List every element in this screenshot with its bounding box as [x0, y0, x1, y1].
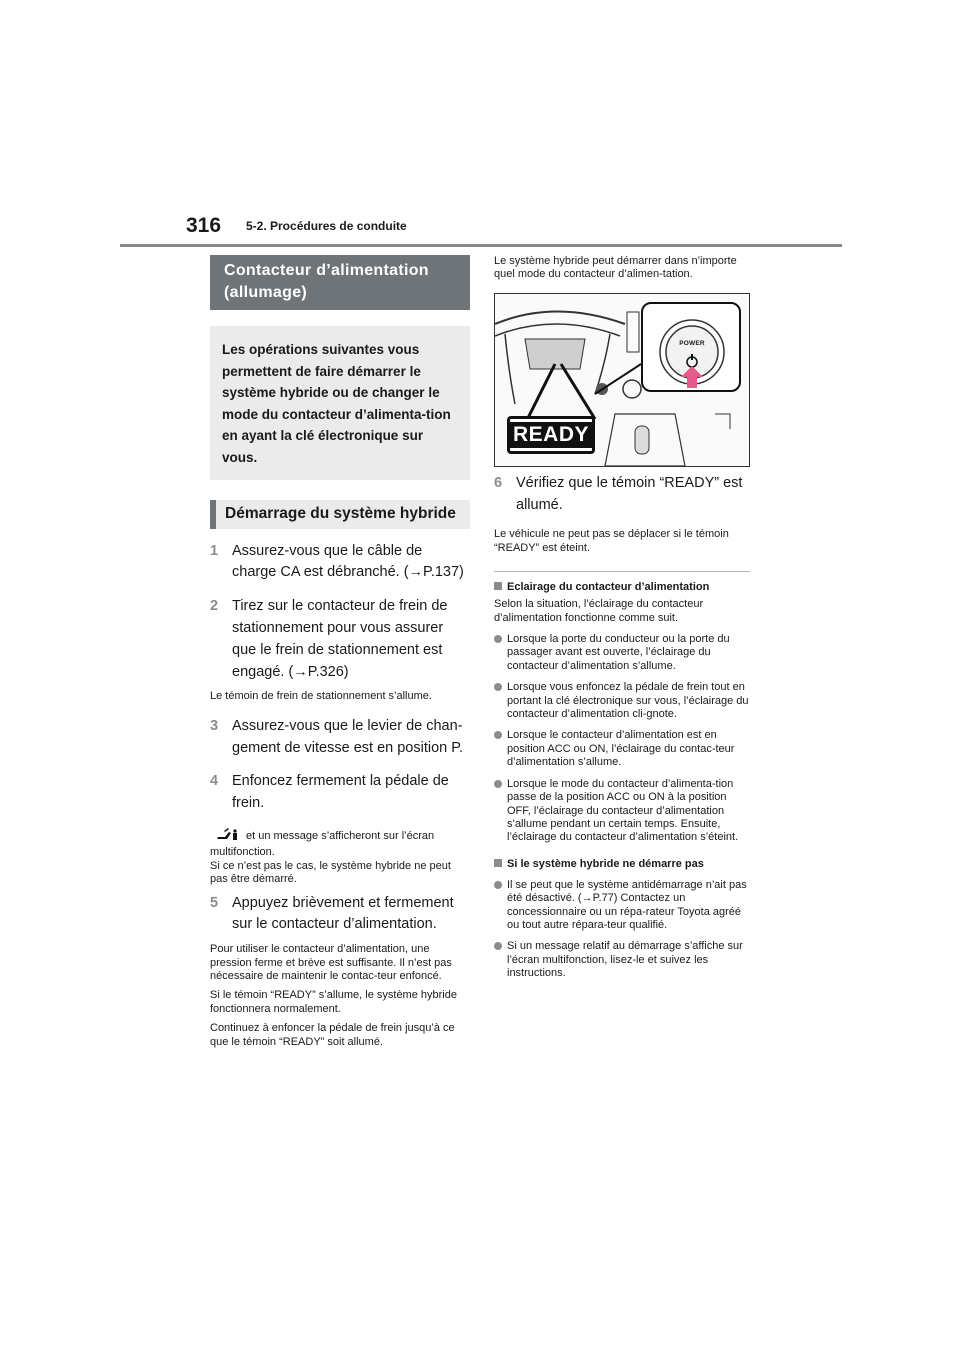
step-4 [210, 771, 470, 815]
step-number: 6 [494, 474, 503, 491]
subheading-hybrid-start: Démarrage du système hybride [210, 500, 470, 529]
dashboard-illustration [494, 293, 750, 467]
step-3 [210, 716, 470, 760]
list-item: Lorsque le mode du contacteur d’alimenta-tion passe de la position ACC ou ON à la position OFF, l’éclairage du contacteur d’alimentation s’allume pendant un certain temps. Ensuite, l’éclairage du contacteur d’alimentation s’éteint. [494, 778, 750, 845]
section-title: 5-2. Procédures de conduite [246, 219, 407, 233]
step-text: Assurez-vous que le câble de charge CA est débranché. (→P.137) [232, 542, 464, 581]
step-5 [210, 893, 470, 937]
step-text: Assurez-vous que le levier de chan-gement de vitesse est en position P. [232, 717, 464, 756]
bullet-dot-icon [494, 635, 502, 643]
step-6 [494, 473, 750, 517]
step-1 [210, 541, 470, 585]
note-brake-indicator: et un message s’afficheront sur l’écran multifonction. Si ce n’est pas le cas, le système hybride ne peut pas être démarré. [210, 827, 470, 887]
step-text: Tirez sur le contacteur de frein de stationnement pour vous assurer que le frein de stationnement est engagé. (→P.326) [232, 598, 448, 680]
intro-box: Les opérations suivantes vous permettent de faire démarrer le système hybride ou de changer le mode du contacteur d’alimenta-tion en ayant la clé électronique sur vous. [210, 326, 470, 480]
bullet-dot-icon [494, 780, 502, 788]
square-bullet-icon [494, 582, 502, 590]
page-number: 316 [186, 214, 222, 237]
power-switch-label: POWER [679, 339, 705, 347]
step-number: 1 [210, 542, 219, 559]
lighting-intro: Selon la situation, l’éclairage du contacteur d’alimentation fonctionne comme suit. [494, 598, 704, 624]
list-item: Lorsque le contacteur d’alimentation est en position ACC ou ON, l’éclairage du contac-teur d’alimentation s’allume. [494, 729, 750, 769]
notes-power-switch: Pour utiliser le contacteur d’alimentation, une pression ferme et brève est suffisante. Il n’est pas nécessaire de maintenir le contac-teur enfoncé. Si le témoin “READY” s’allume, le système hybride fonctionnera normalement. Continuez à enfoncer la pédale de frein jusqu’à ce que le témoin “READY” soit allumé. [210, 943, 457, 1048]
step-number: 2 [210, 598, 219, 615]
square-bullet-icon [494, 859, 502, 867]
subheading-lighting: Eclairage du contacteur d’alimentation [494, 580, 750, 594]
list-item: Lorsque vous enfoncez la pédale de frein tout en portant la clé électronique sur vous, l’éclairage du contacteur d’alimentation cli-gnote. [494, 681, 750, 721]
brake-pedal-icon [214, 827, 240, 846]
list-item: Il se peut que le système antidémarrage n’ait pas été désactivé. (→P.77) Contactez un concessionnaire ou un répa-rateur Toyota agréé ou tout autre répara-teur qualifié. [494, 879, 750, 933]
step-number: 3 [210, 717, 219, 734]
step-2 [210, 596, 470, 683]
ready-indicator: READY [507, 416, 595, 454]
subheading-no-start: Si le système hybride ne démarre pas [494, 857, 750, 871]
step-text: Appuyez brièvement et fermement sur le contacteur d’alimentation. [232, 894, 454, 933]
step-text: Vérifiez que le témoin “READY” est allumé. [516, 474, 743, 513]
right-column [494, 255, 750, 981]
header-rule [120, 244, 842, 247]
bullet-dot-icon [494, 683, 502, 691]
bullet-dot-icon [494, 881, 502, 889]
note-ready: Le véhicule ne peut pas se déplacer si le témoin “READY” est éteint. [494, 528, 729, 554]
bullet-dot-icon [494, 731, 502, 739]
list-item: Si un message relatif au démarrage s’affiche sur l’écran multifonction, lisez-le et suivez les instructions. [494, 940, 750, 980]
step-text: Enfoncez fermement la pédale de frein. [232, 773, 449, 812]
main-heading: Contacteur d’alimentation (allumage) [210, 255, 470, 310]
left-column [210, 255, 470, 1055]
step-number: 4 [210, 773, 219, 790]
right-intro: Le système hybride peut démarrer dans n’importe quel mode du contacteur d’alimen-tation. [494, 255, 737, 281]
separator [494, 571, 750, 572]
list-item: Lorsque la porte du conducteur ou la porte du passager avant est ouverte, l’éclairage du contacteur d’alimentation s’allume. [494, 633, 750, 673]
step-number: 5 [210, 894, 219, 911]
note-parking-brake: Le témoin de frein de stationnement s’allume. [210, 690, 432, 703]
power-switch-callout [641, 302, 741, 392]
bullet-dot-icon [494, 942, 502, 950]
